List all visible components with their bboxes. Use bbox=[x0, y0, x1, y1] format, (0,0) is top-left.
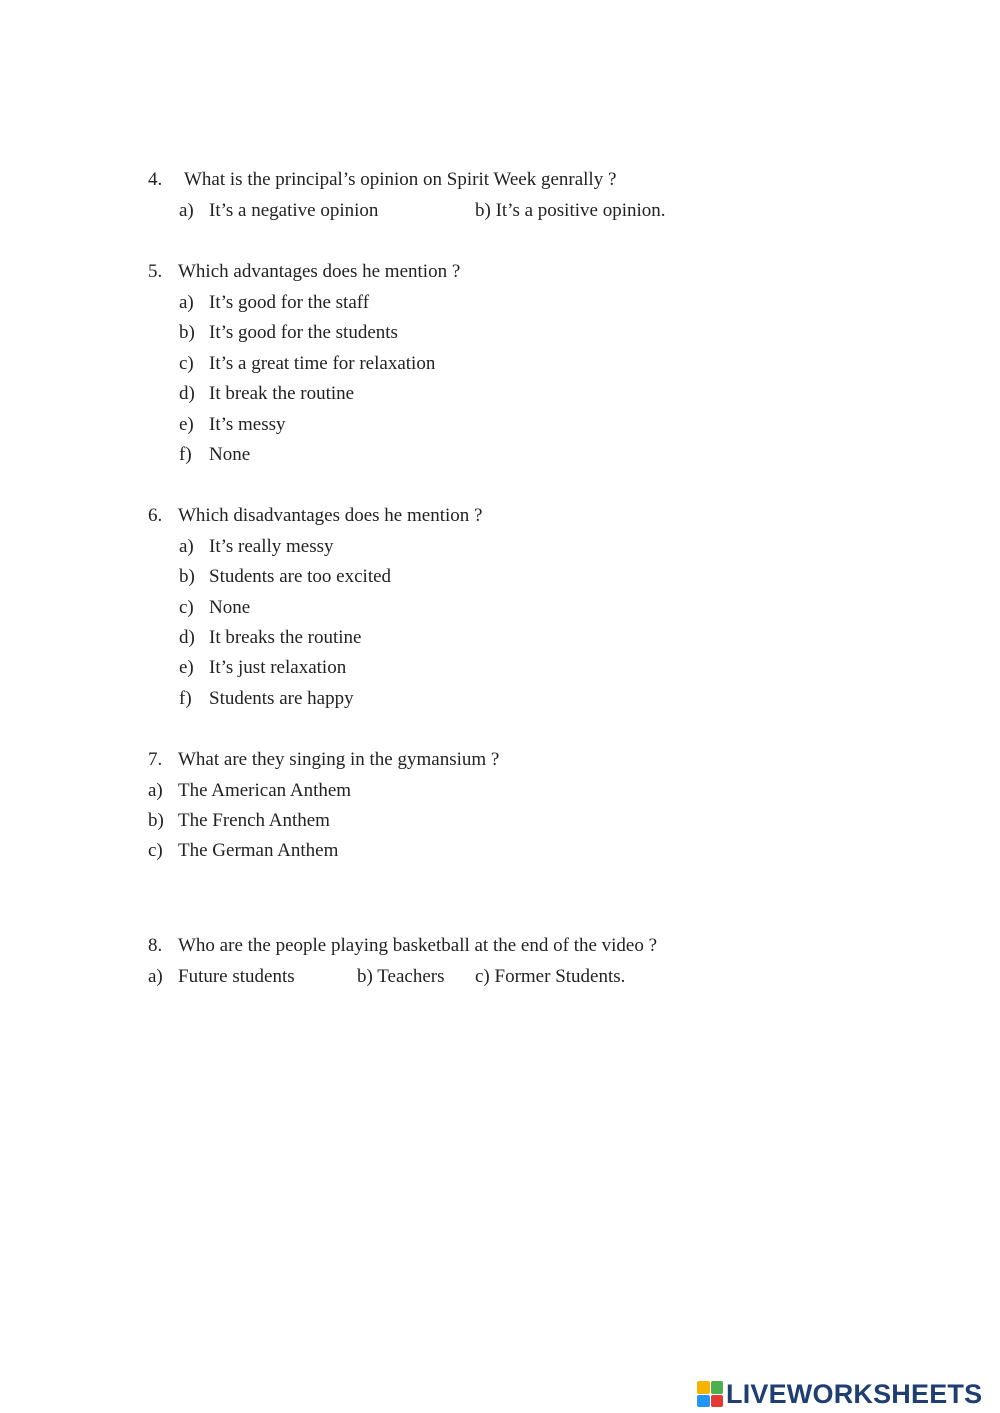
q5-option-f[interactable] bbox=[179, 443, 250, 467]
q6-option-c[interactable] bbox=[179, 596, 250, 620]
option-text: It’s really messy bbox=[209, 536, 334, 557]
option-label: a) bbox=[179, 536, 194, 557]
q6-option-f[interactable] bbox=[179, 687, 354, 711]
option-text: Future students bbox=[178, 966, 295, 987]
question-7 bbox=[148, 748, 499, 772]
option-label: b) bbox=[179, 322, 195, 343]
question-text: Which disadvantages does he mention ? bbox=[178, 505, 483, 526]
question-number: 8. bbox=[148, 935, 163, 956]
question-text: Who are the people playing basketball at the end of the video ? bbox=[178, 935, 658, 956]
option-label: c) bbox=[179, 353, 194, 374]
liveworksheets-brand bbox=[697, 1376, 982, 1412]
question-text: What are they singing in the gymansium ? bbox=[178, 749, 500, 770]
q7-option-a[interactable] bbox=[148, 779, 351, 803]
q5-option-a[interactable] bbox=[179, 291, 369, 315]
option-text: Students are happy bbox=[209, 688, 354, 709]
q8-option-c[interactable] bbox=[475, 965, 625, 989]
option-label: e) bbox=[179, 414, 194, 435]
question-4 bbox=[148, 168, 616, 192]
option-text: None bbox=[209, 597, 251, 618]
logo-square bbox=[711, 1381, 724, 1394]
q8-option-a[interactable] bbox=[148, 965, 295, 989]
question-8 bbox=[148, 934, 657, 958]
option-label: c) bbox=[148, 840, 163, 861]
option-text: The German Anthem bbox=[178, 840, 339, 861]
question-text: What is the principal’s opinion on Spirit Week genrally ? bbox=[184, 169, 617, 190]
option-text: It’s a negative opinion bbox=[209, 200, 379, 221]
option-label: a) bbox=[179, 200, 194, 221]
q5-option-c[interactable] bbox=[179, 352, 435, 376]
option-text: It’s just relaxation bbox=[209, 657, 347, 678]
q6-option-d[interactable] bbox=[179, 626, 361, 650]
option-text: b) Teachers bbox=[357, 966, 445, 987]
logo-square bbox=[711, 1395, 724, 1408]
option-text: None bbox=[209, 444, 251, 465]
q7-option-b[interactable] bbox=[148, 809, 330, 833]
liveworksheets-logo-icon bbox=[697, 1381, 723, 1407]
option-label: d) bbox=[179, 627, 195, 648]
question-text: Which advantages does he mention ? bbox=[178, 261, 461, 282]
brand-text: LIVEWORKSHEETS bbox=[726, 1378, 983, 1409]
option-label: d) bbox=[179, 383, 195, 404]
option-text: Students are too excited bbox=[209, 566, 392, 587]
q5-option-e[interactable] bbox=[179, 413, 286, 437]
question-number: 6. bbox=[148, 505, 163, 526]
question-number: 7. bbox=[148, 749, 163, 770]
question-number: 4. bbox=[148, 169, 163, 190]
option-label: a) bbox=[148, 966, 163, 987]
q6-option-b[interactable] bbox=[179, 565, 391, 589]
option-text: It break the routine bbox=[209, 383, 355, 404]
question-6 bbox=[148, 504, 482, 528]
q6-option-a[interactable] bbox=[179, 535, 334, 559]
q7-option-c[interactable] bbox=[148, 839, 338, 863]
q8-option-b[interactable] bbox=[357, 965, 444, 989]
q6-option-e[interactable] bbox=[179, 656, 346, 680]
logo-square bbox=[697, 1395, 710, 1408]
q4-option-b[interactable] bbox=[475, 199, 666, 223]
option-label: e) bbox=[179, 657, 194, 678]
option-text: It’s good for the staff bbox=[209, 292, 370, 313]
option-label: b) bbox=[148, 810, 164, 831]
option-text: The American Anthem bbox=[178, 780, 352, 801]
option-text: The French Anthem bbox=[178, 810, 330, 831]
question-number: 5. bbox=[148, 261, 163, 282]
option-text: It breaks the routine bbox=[209, 627, 362, 648]
option-label: b) bbox=[179, 566, 195, 587]
option-label: a) bbox=[179, 292, 194, 313]
option-text: It’s a great time for relaxation bbox=[209, 353, 436, 374]
question-5 bbox=[148, 260, 460, 284]
option-text: It’s good for the students bbox=[209, 322, 398, 343]
option-label: f) bbox=[179, 688, 192, 709]
q5-option-d[interactable] bbox=[179, 382, 354, 406]
logo-square bbox=[697, 1381, 710, 1394]
option-text: c) Former Students. bbox=[475, 966, 626, 987]
option-label: c) bbox=[179, 597, 194, 618]
option-label: a) bbox=[148, 780, 163, 801]
q5-option-b[interactable] bbox=[179, 321, 398, 345]
option-text: It’s messy bbox=[209, 414, 286, 435]
q4-option-a[interactable] bbox=[179, 199, 378, 223]
option-label: f) bbox=[179, 444, 192, 465]
option-text: b) It’s a positive opinion. bbox=[475, 200, 666, 221]
